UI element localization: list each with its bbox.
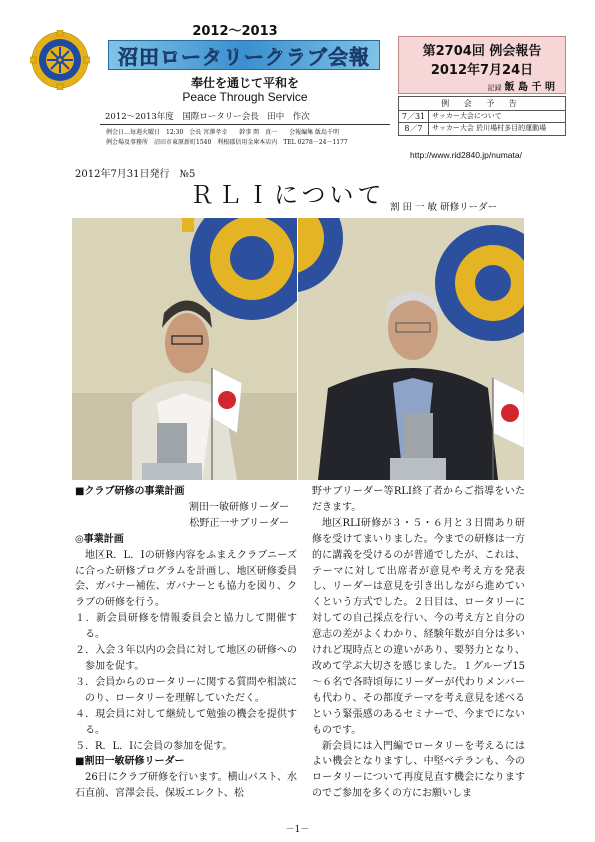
recorder-label: 記録: [487, 84, 502, 92]
paragraph: ３．会員からのロータリーに関する質問や相談にのり、ロータリーを理解していただく。: [75, 676, 297, 704]
section-heading: ■割田一敏研修リーダー: [75, 756, 185, 768]
paragraph: 松野正一サブリーダー: [189, 517, 289, 529]
article-title: ＲＬＩについて: [190, 181, 386, 209]
section-heading: ■クラブ研修の事業計画: [75, 486, 185, 497]
club-info-line1: 例会日…毎週火曜日 12:30 会長 宮澤孝幸 幹事 関 真一 会報編集 飯島千明: [106, 129, 340, 136]
paragraph: 割田一敏研修リーダー: [189, 501, 289, 513]
article-right-column: [312, 484, 525, 802]
publication-date: 2012年7月31日発行 №5: [75, 169, 196, 180]
paragraph: 新会員には入門編でロータリーを考えるにはよい機会となりますし、中堅ベテランも、今のロータリーについて再度見直す機会になりますのでご参加を多くの方にお願いしま: [312, 740, 525, 800]
schedule-event: サッカー大会 於川場村多目的運動場: [432, 124, 547, 132]
paragraph: 地区RLI研修が３・５・６月と３日間あり研修を受けてまいりました。今までの研修は一方的に講義を受けるのが普通でしたが、これは、テーマに対して出席者が意見や考え方を発表し、リーダーは意見を引き出しながら進めていくという方式でした。２日目は、ロータリーに対しての自己採点を行い、今の考え方と自分の意志の差がよくわかり、経験年数が自分は多いけれど現時点との違いがあり、要努力となり、改めて学ぶ大切さを感じました。１グループ15～６名で各時頃毎にリーダーが代わりメンバーも代わり、その都度テーマを考え意見を述べるという緊張感のあるセミナーで、今までにないものです。: [312, 517, 525, 736]
section-heading: ◎事業計画: [75, 533, 124, 545]
club-info-line2: 例会場及事務所 沼田市東原新町1540 利根郡信用金庫本店内 TEL 0278－24－1177: [106, 138, 348, 146]
schedule-event: サッカー大会について: [432, 112, 502, 120]
header-divider: [100, 124, 390, 125]
meeting-schedule: [398, 96, 566, 136]
paragraph: ２．入会３年以内の会員に対して地区の研修への参加を促す。: [75, 645, 297, 672]
recorder: [488, 78, 555, 93]
schedule-row: [399, 123, 565, 135]
schedule-date: 8／7: [399, 123, 429, 135]
paragraph: ４．現会員に対して継続して勉強の機会を提供する。: [75, 708, 297, 736]
club-name-banner: 沼田ロータリークラブ会報: [108, 40, 380, 70]
recorder-name: 飯 島 千 明: [504, 82, 555, 93]
issue-box: [398, 36, 566, 94]
paragraph: 26日にクラブ研修を行います。横山パスト、水石直前、宮澤会長、保坂エレクト、松: [75, 772, 297, 800]
page-number: －1－: [285, 825, 310, 835]
paragraph: 野サブリーダー等RLI終了者からご指導をいただきます。: [312, 486, 525, 513]
schedule-row: [399, 111, 565, 123]
issue-number: 第2704回 例会報告: [422, 44, 542, 59]
speaker-photo-right: [298, 218, 524, 480]
schedule-title: 例 会 予 告: [399, 97, 565, 111]
paragraph: 地区R．L．Iの研修内容をふまえクラブニーズに合った研修プログラムを計画し、地区研修委員会、ガバナー補佐、ガバナーとも協力を図り、クラブの研修を行う。: [75, 549, 297, 609]
rotary-logo: [30, 30, 90, 90]
paragraph: １．新会員研修を情報委員会と協力して開催する。: [75, 613, 297, 641]
schedule-date: 7／31: [399, 111, 429, 122]
ri-president-line: 2012～2013年度 国際ロータリー会長 田中 作次: [105, 112, 310, 122]
paragraph: ５．R．L．Iに会員の参加を促す。: [75, 740, 233, 752]
club-info: [106, 128, 396, 147]
article-left-column: [75, 484, 297, 802]
year-range: 2012～2013: [192, 24, 278, 39]
motto-english: Peace Through Service: [182, 90, 308, 104]
article-author: 割 田 一 敏 研修リーダー: [390, 202, 498, 213]
club-website-link[interactable]: http://www.rid2840.jp/numata/: [410, 150, 522, 160]
issue-date: 2012年7月24日: [430, 63, 534, 78]
speaker-photo-left: [72, 218, 297, 480]
motto-japanese: 奉仕を通じて平和を: [190, 76, 299, 90]
